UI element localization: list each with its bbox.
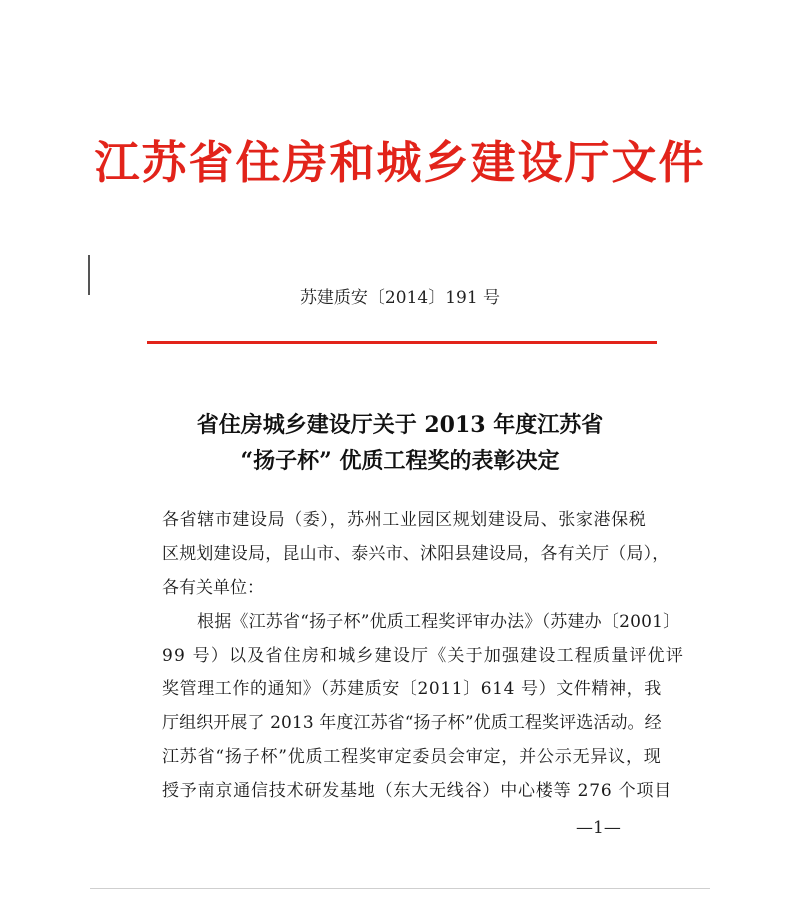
paragraph-line-5: 江苏省“扬子杯”优质工程奖审定委员会审定，并公示无异议，现 <box>162 747 662 767</box>
page-number: —1— <box>576 818 621 838</box>
paragraph-line-1: 根据《江苏省“扬子杯”优质工程奖评审办法》（苏建办〔2001〕 <box>197 612 681 632</box>
paragraph-line-3: 奖管理工作的通知》（苏建质安〔2011〕614 号）文件精神，我 <box>162 679 662 699</box>
document-title-line-2: “扬子杯” 优质工程奖的表彰决定 <box>240 448 560 474</box>
document-number: 苏建质安〔2014〕191 号 <box>299 288 501 308</box>
recipients-line-3: 各有关单位： <box>162 578 264 598</box>
paragraph-line-4: 厅组织开展了 2013 年度江苏省“扬子杯”优质工程奖评选活动。经 <box>162 713 662 733</box>
scan-bottom-edge <box>90 888 710 889</box>
paragraph-line-6: 授予南京通信技术研发基地（东大无线谷）中心楼等 276 个项目 <box>162 781 673 801</box>
red-divider-line <box>147 341 657 344</box>
recipients-line-2: 区规划建设局，昆山市、泰兴市、沭阳县建设局，各有关厅（局）， <box>162 544 670 564</box>
paragraph-line-2: 99 号）以及省住房和城乡建设厅《关于加强建设工程质量评优评 <box>162 646 685 666</box>
issuer-header: 江苏省住房和城乡建设厅文件 <box>94 136 706 189</box>
recipients-line-1: 各省辖市建设局（委），苏州工业园区规划建设局、张家港保税 <box>162 510 647 530</box>
document-title-line-1: 省住房城乡建设厅关于 2013 年度江苏省 <box>196 412 604 438</box>
